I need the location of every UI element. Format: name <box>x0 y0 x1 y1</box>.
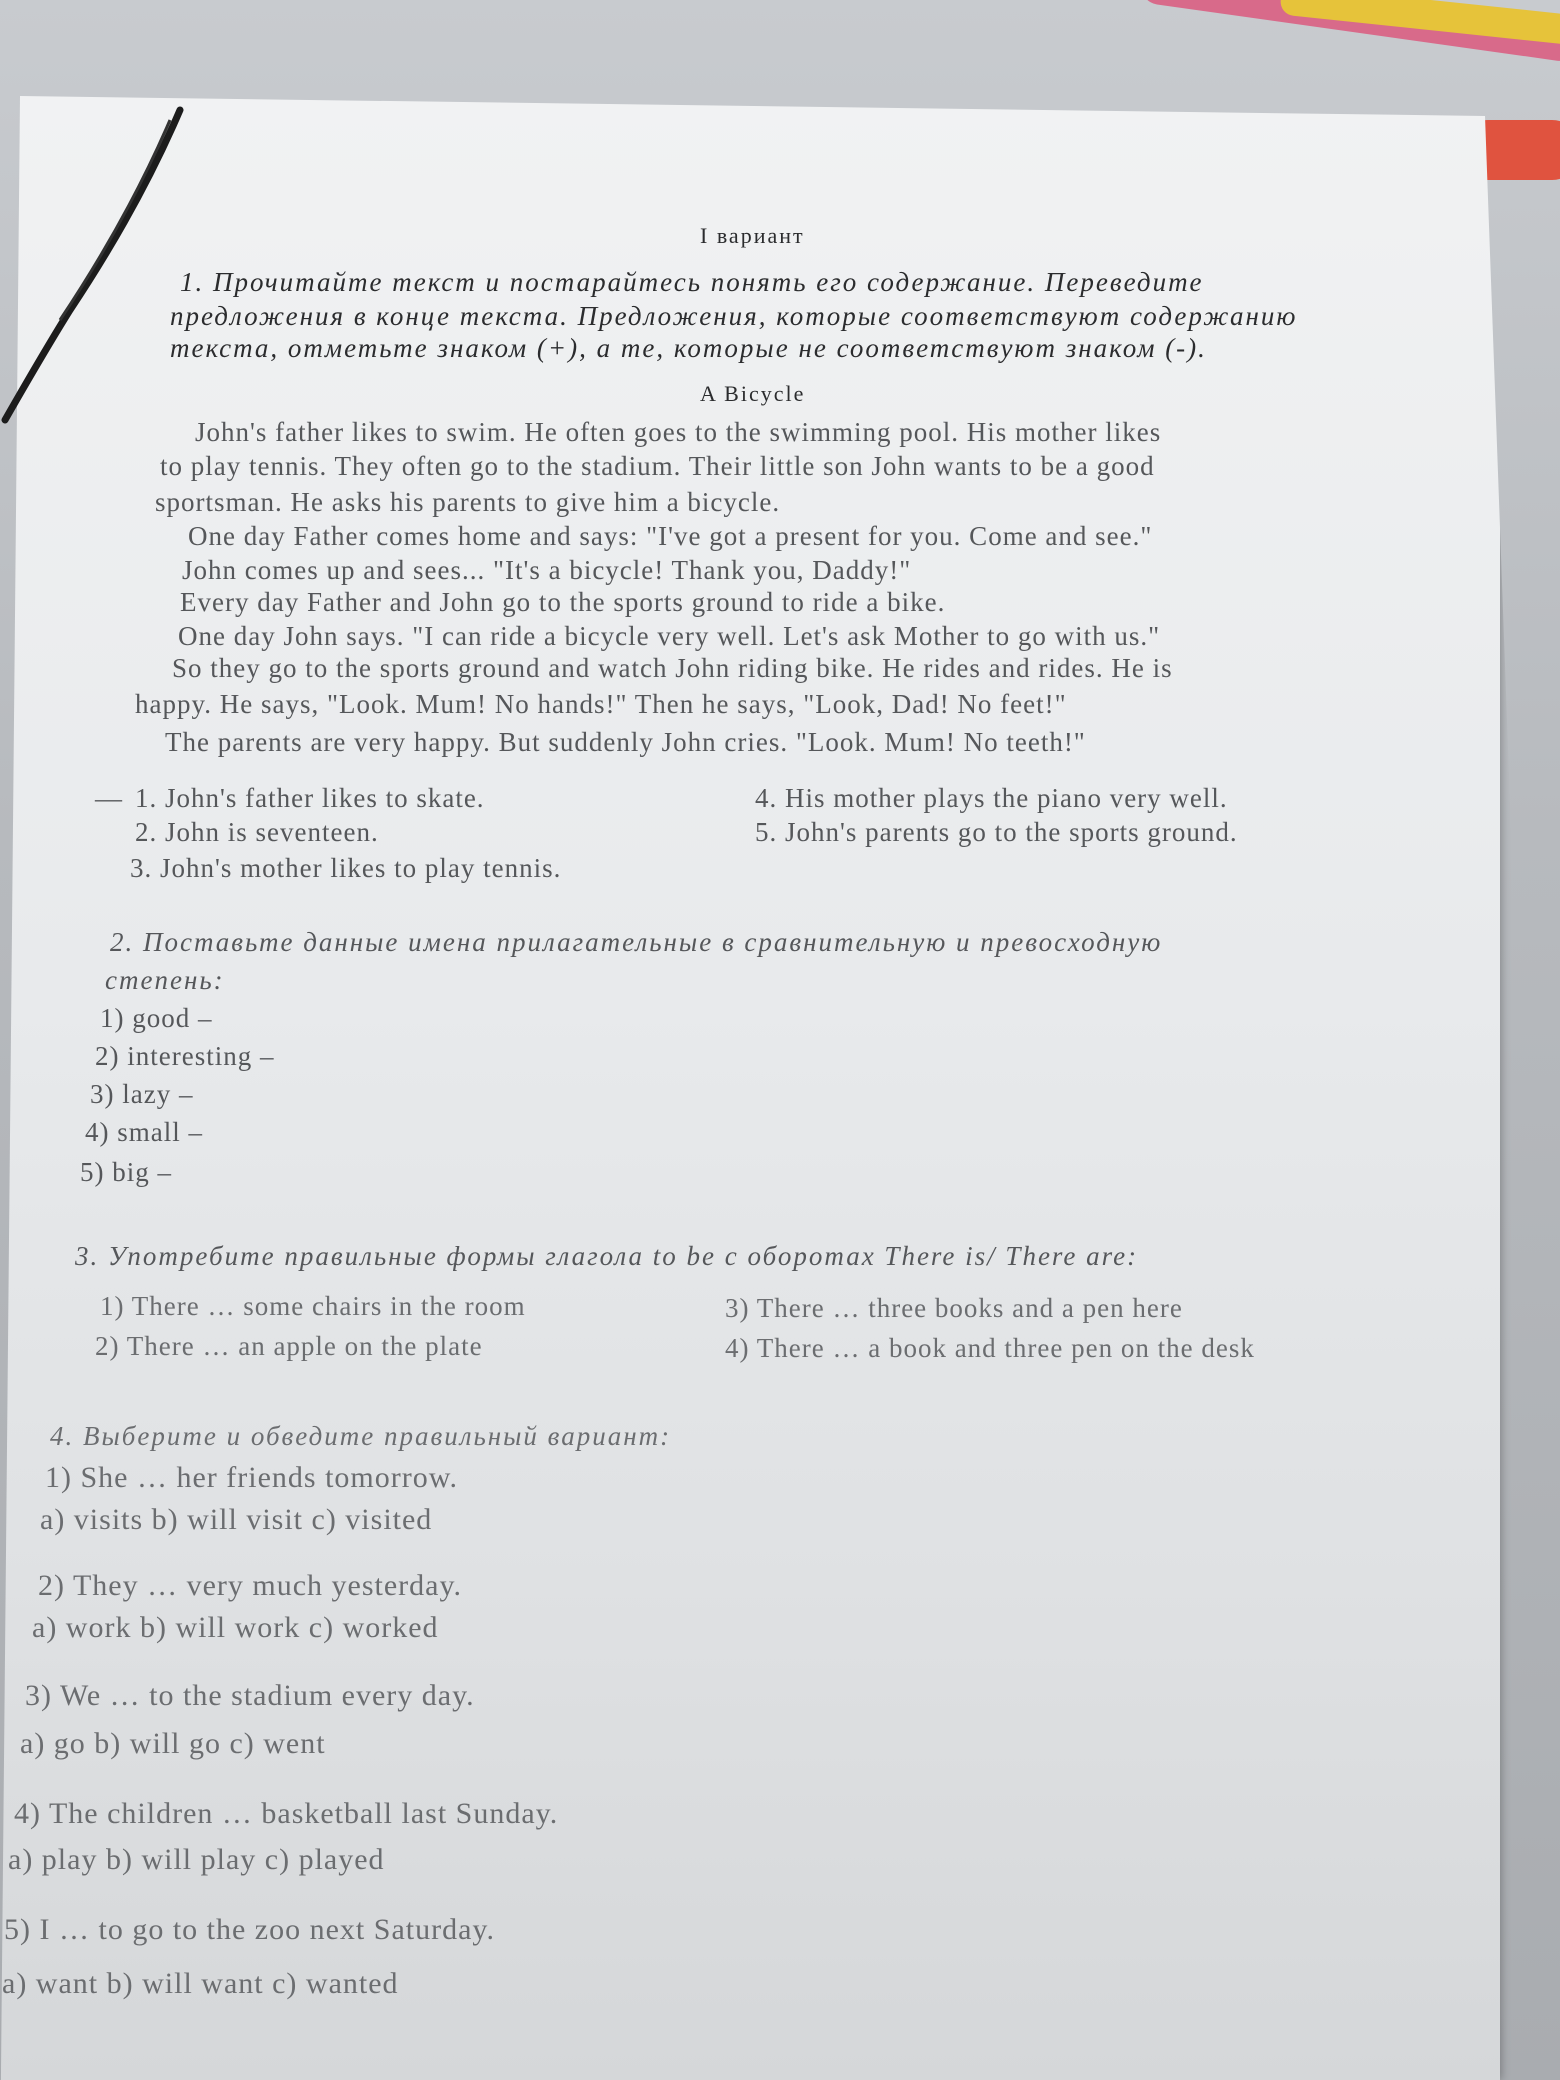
task3-item: 3) There … three books and a pen here <box>725 1293 1183 1323</box>
task4-options: a) play b) will play c) played <box>8 1843 385 1876</box>
task3-item: 4) There … a book and three pen on the desk <box>725 1333 1255 1363</box>
task1-instruction-line: текста, отметьте знаком (+), а те, которые не соответствуют знаком (-). <box>170 333 1207 363</box>
statement: 4. His mother plays the piano very well. <box>755 783 1228 813</box>
task3-item: 2) There … an apple on the plate <box>95 1331 483 1361</box>
task4-options: a) visits b) will visit c) visited <box>40 1503 433 1536</box>
task2-item: 2) interesting – <box>95 1041 275 1071</box>
pencil-scribble <box>0 100 200 440</box>
task4-options: a) want b) will want c) wanted <box>2 1967 399 2000</box>
task4-instruction: 4. Выберите и обведите правильный вариант: <box>50 1421 672 1451</box>
story-line: So they go to the sports ground and watch John riding bike. He rides and rides. He is <box>172 653 1173 683</box>
task3-item: 1) There … some chairs in the room <box>100 1291 526 1321</box>
story-line: happy. He says, "Look. Mum! No hands!" Then he says, "Look, Dad! No feet!" <box>135 689 1067 719</box>
story-line: John's father likes to swim. He often goes to the swimming pool. His mother likes <box>195 417 1162 447</box>
story-line: Every day Father and John go to the sports ground to ride a bike. <box>180 587 946 617</box>
task2-item: 5) big – <box>80 1157 172 1187</box>
story-title: A Bicycle <box>700 381 806 406</box>
story-line: to play tennis. They often go to the stadium. Their little son John wants to be a good <box>160 451 1155 481</box>
task2-item: 4) small – <box>85 1117 203 1147</box>
task2-instruction-line: степень: <box>105 965 225 995</box>
task4-question: 1) She … her friends tomorrow. <box>45 1461 458 1494</box>
statement: 3. John's mother likes to play tennis. <box>130 853 562 883</box>
task2-item: 1) good – <box>100 1003 213 1033</box>
task4-question: 4) The children … basketball last Sunday. <box>14 1797 559 1830</box>
story-line: The parents are very happy. But suddenly John cries. "Look. Mum! No teeth!" <box>165 727 1086 757</box>
task2-instruction-line: 2. Поставьте данные имена прилагательные в сравнительную и превосходную <box>110 927 1163 957</box>
task4-question: 3) We … to the stadium every day. <box>25 1679 475 1712</box>
story-line: One day Father comes home and says: "I've got a present for you. Come and see." <box>188 521 1153 551</box>
task4-question: 2) They … very much yesterday. <box>38 1569 463 1602</box>
task1-instruction-line: предложения в конце текста. Предложения, которые соответствуют содержанию <box>170 301 1298 331</box>
task2-item: 3) lazy – <box>90 1079 194 1109</box>
task4-question: 5) I … to go to the zoo next Saturday. <box>4 1913 495 1946</box>
statement: 1. John's father likes to skate. <box>135 783 485 813</box>
answer-mark: — <box>95 783 123 813</box>
statement: 5. John's parents go to the sports ground. <box>755 817 1238 847</box>
task1-instruction-line: 1. Прочитайте текст и постарайтесь понять его содержание. Переведите <box>180 267 1204 297</box>
task4-options: a) work b) will work c) worked <box>32 1611 439 1644</box>
statement: 2. John is seventeen. <box>135 817 379 847</box>
variant-heading: I вариант <box>700 223 805 248</box>
story-line: sportsman. He asks his parents to give him a bicycle. <box>155 487 781 517</box>
task4-options: a) go b) will go c) went <box>20 1727 326 1760</box>
story-line: John comes up and sees... "It's a bicycle! Thank you, Daddy!" <box>182 555 912 585</box>
task3-instruction: 3. Употребите правильные формы глагола to be с оборотах There is/ There are: <box>75 1241 1139 1271</box>
story-line: One day John says. "I can ride a bicycle very well. Let's ask Mother to go with us." <box>178 621 1161 651</box>
